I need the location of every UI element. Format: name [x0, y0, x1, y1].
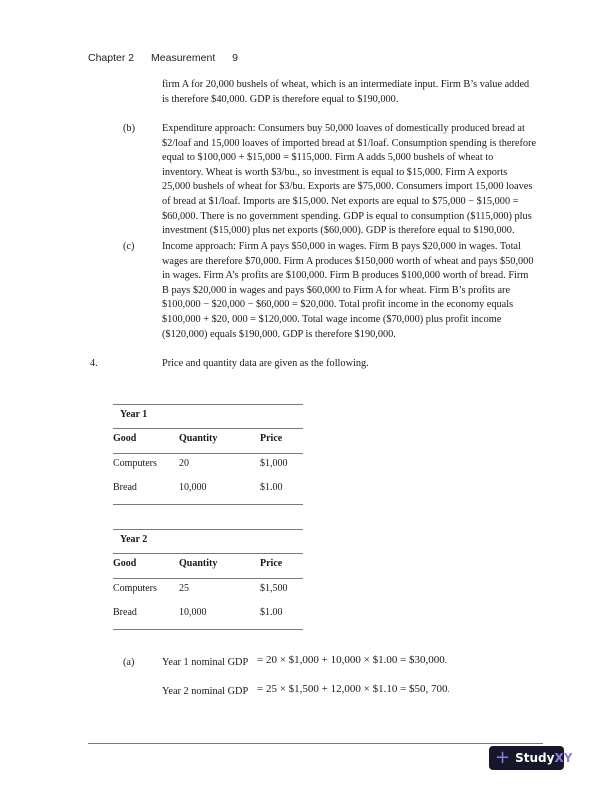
brand-word-2: XY [554, 751, 573, 765]
cell-good: Computers [113, 583, 157, 594]
text-line: firm A for 20,000 bushels of wheat, which is an intermediate input. Firm B’s value added [162, 79, 530, 90]
cell-price: $1,500 [260, 583, 288, 594]
cell-quantity: 10,000 [179, 607, 207, 618]
text-line: equal to $100,000 + $15,000 = $115,000. Firm A adds 5,000 bushels of wheat to [162, 152, 494, 164]
text-line: $100,000 + $20, 000 = $120,000. Total wage income ($70,000) plus profit income [162, 313, 502, 325]
footer-divider [88, 743, 543, 744]
equation-label: Year 2 nominal GDP [162, 686, 249, 697]
text-line: wages are therefore $70,000. Firm A produces $150,000 worth of wheat and pays $50,000 [162, 255, 534, 267]
equation-text: = 25 × $1,500 + 12,000 × $1.10 = $50, 700 [257, 683, 448, 695]
table-rule [113, 578, 303, 579]
table-rule [113, 553, 303, 554]
studyxy-badge[interactable] [489, 746, 573, 770]
continuation-paragraph [162, 78, 572, 107]
question-text: Price and quantity data are given as the following. [162, 358, 369, 369]
table-rule [113, 428, 303, 429]
equation-end: . [444, 656, 447, 665]
text-line: $2/loaf and 15,000 loaves of imported bread at $1/loaf. Consumption spending is therefore [162, 137, 537, 149]
header-quantity: Quantity [179, 558, 218, 569]
equation [257, 683, 450, 695]
cell-price: $1.00 [260, 482, 283, 493]
table-rule [113, 453, 303, 454]
cell-quantity: 10,000 [179, 482, 207, 493]
text-line: in wages. Firm A’s profits are $100,000. Firm B produces $100,000 worth of bread. Firm [162, 270, 529, 282]
page-header [88, 52, 252, 64]
brand-word-1: Study [515, 751, 555, 765]
equation-end: . [447, 685, 450, 694]
text-line: is therefore $40,000. GDP is therefore equal to $190,000. [162, 93, 399, 105]
equation-text: = 20 × $1,000 + 10,000 × $1.00 = $30,000 [257, 654, 445, 666]
header-quantity: Quantity [179, 433, 218, 444]
part-c-paragraph [162, 240, 572, 342]
cell-quantity: 20 [179, 458, 189, 469]
equation [257, 654, 447, 666]
answer-a-label: (a) [123, 657, 135, 668]
text-line: inventory. Wheat is worth $3/bu., so investment is equal to $15,000. Firm A exports [162, 166, 508, 178]
header-price: Price [260, 558, 283, 569]
cell-price: $1.00 [260, 607, 283, 618]
cell-good: Computers [113, 458, 157, 469]
text-line: Income approach: Firm A pays $50,000 in wages. Firm B pays $20,000 in wages. Total [162, 241, 521, 252]
table-title: Year 2 [120, 534, 148, 545]
text-line: investment ($15,000) plus net exports ($60,000). GDP is therefore equal to $190,000. [162, 225, 515, 237]
table-rule [113, 629, 303, 630]
plus-icon: + [495, 747, 511, 768]
chapter-label: Chapter 2 [88, 52, 135, 64]
text-line: 25,000 bushels of wheat for $3/bu. Exports are $75,000. Consumers import 15,000 loaves [162, 181, 533, 193]
table-rule [113, 504, 303, 505]
chapter-title: Measurement [151, 52, 216, 64]
text-line: of bread at $1/loaf. Imports are $15,000. Net exports are equal to $75,000 − $15,000 = [162, 195, 519, 207]
text-line: $100,000 − $20,000 − $60,000 = $20,000. Total profit income in the economy equals [162, 299, 514, 311]
cell-good: Bread [113, 482, 137, 493]
table-rule [113, 529, 303, 530]
question-number: 4. [90, 358, 98, 369]
part-c-label: (c) [123, 241, 135, 252]
text-line: $60,000. There is no government spending. GDP is equal to consumption ($115,000) plus [162, 210, 532, 222]
page-number: 9 [232, 52, 239, 64]
text-line: ($120,000) equals $190,000. GDP is therefore $190,000. [162, 328, 396, 340]
cell-price: $1,000 [260, 458, 288, 469]
table-title: Year 1 [120, 409, 148, 420]
cell-good: Bread [113, 607, 137, 618]
equation-label: Year 1 nominal GDP [162, 657, 249, 668]
header-good: Good [113, 433, 137, 444]
text-line: Expenditure approach: Consumers buy 50,000 loaves of domestically produced bread at [162, 123, 525, 134]
part-b-label: (b) [123, 123, 136, 134]
header-good: Good [113, 558, 137, 569]
table-rule [113, 404, 303, 405]
text-line: B pays $20,000 in wages and pays $60,000 to Firm A for wheat. Firm B’s profits are [162, 284, 511, 296]
cell-quantity: 25 [179, 583, 189, 594]
part-b-paragraph [162, 122, 572, 239]
header-price: Price [260, 433, 283, 444]
